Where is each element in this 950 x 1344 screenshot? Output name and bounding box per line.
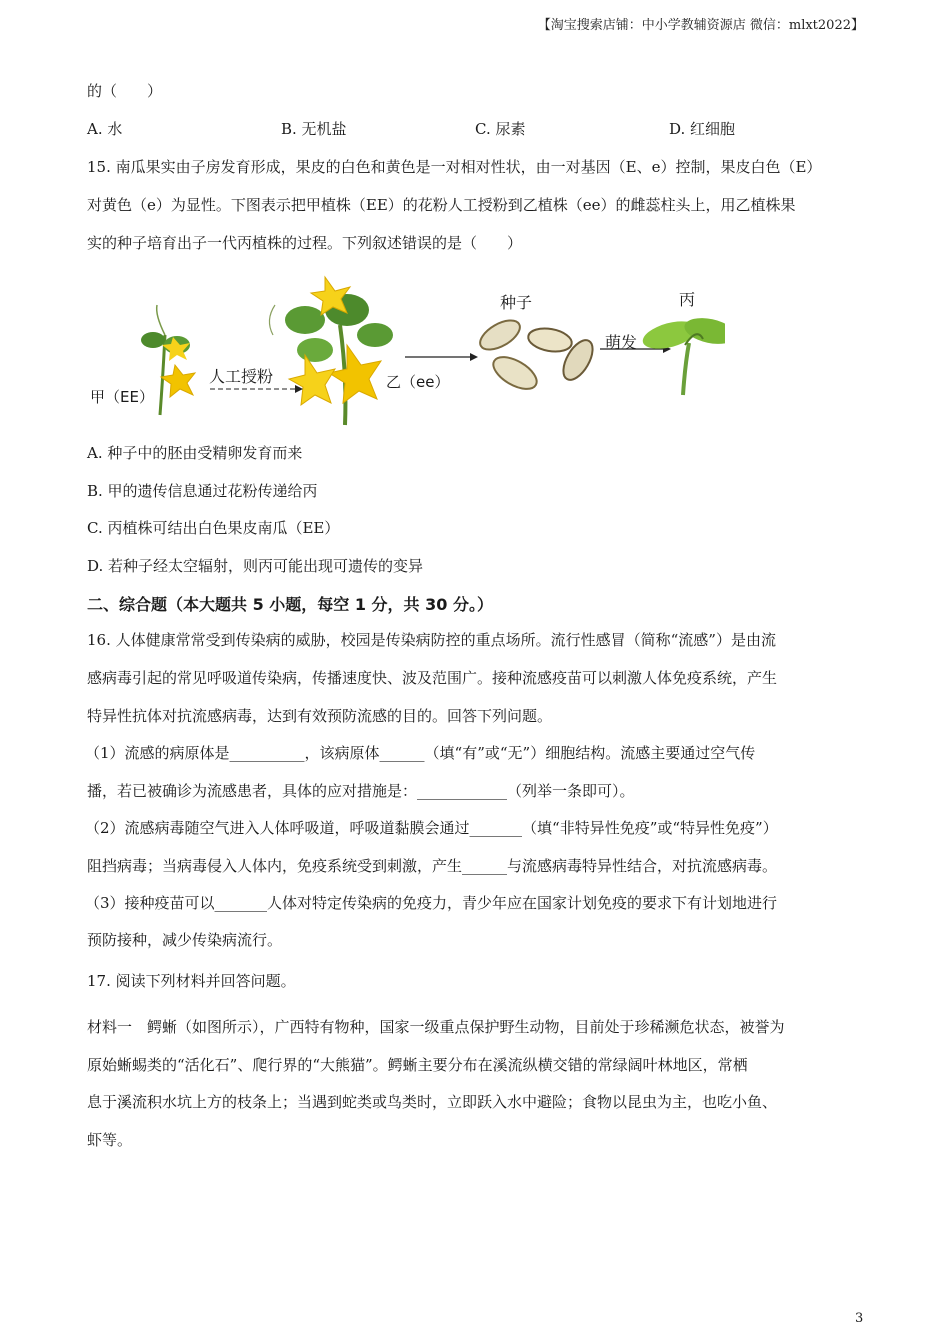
- q16-line-6: （2）流感病毒随空气进入人体呼吸道，呼吸道黏膜会通过_______（填“非特异性免疫”或“特异性免疫”）: [85, 819, 778, 837]
- q16-line-3: 特异性抗体对抗流感病毒，达到有效预防流感的目的。回答下列问题。: [87, 707, 553, 725]
- q15-option-c: C. 丙植株可结出白色果皮南瓜（EE）: [87, 519, 340, 537]
- q15-stem-line-1: 15. 南瓜果实由子房发育形成，果皮的白色和黄色是一对相对性状，由一对基因（E、e）控制，果皮白色（E）: [87, 158, 822, 176]
- q15-stem-line-2: 对黄色（e）为显性。下图表示把甲植株（EE）的花粉人工授粉到乙植株（ee）的雌蕊柱头上，用乙植株果: [87, 196, 796, 214]
- q15-option-b: B. 甲的遗传信息通过花粉传递给丙: [87, 482, 318, 500]
- figure-label-yi: 乙（ee）: [386, 373, 450, 391]
- q16-line-7: 阻挡病毒；当病毒侵入人体内，免疫系统受到刺激，产生______与流感病毒特异性结合，对抗流感病毒。: [87, 857, 778, 875]
- q16-line-9: 预防接种，减少传染病流行。: [87, 931, 283, 949]
- q15-option-d: D. 若种子经太空辐射，则丙可能出现可遗传的变异: [87, 557, 424, 575]
- q17-line-1: 材料一 鳄蜥（如图所示），广西特有物种，国家一级重点保护野生动物，目前处于珍稀濒危状态，被誉为: [87, 1018, 785, 1036]
- q16-line-4: （1）流感的病原体是__________，该病原体______（填“有”或“无”）细胞结构。流感主要通过空气传: [85, 744, 756, 762]
- q16-line-1: 16. 人体健康常常受到传染病的威胁，校园是传染病防控的重点场所。流行性感冒（简称“流感”）是由流: [87, 631, 776, 649]
- q15-stem-line-3: 实的种子培育出子一代丙植株的过程。下列叙述错误的是（ ）: [87, 234, 523, 252]
- q17-line-2: 原始蜥蜴类的“活化石”、爬行界的“大熊猫”。鳄蜥主要分布在溪流纵横交错的常绿阔叶林地区，常栖: [87, 1056, 748, 1074]
- pumpkin-pollination-figure: [85, 265, 725, 430]
- q14-option-a: A. 水: [87, 120, 123, 138]
- figure-label-germinate: 萌发: [605, 333, 638, 352]
- page-number: 3: [855, 1311, 864, 1326]
- q14-stem-tail: 的（ ）: [87, 82, 163, 100]
- q16-line-5: 播，若已被确诊为流感患者，具体的应对措施是：____________（列举一条即可）。: [87, 782, 635, 800]
- q16-line-2: 感病毒引起的常见呼吸道传染病，传播速度快、波及范围广。接种流感疫苗可以刺激人体免疫系统，产生: [87, 669, 778, 687]
- figure-label-pollination: 人工授粉: [209, 367, 274, 386]
- page-header: 【淘宝搜索店铺：中小学教辅资源店 微信：mlxt2022】: [537, 18, 864, 33]
- q14-option-d: D. 红细胞: [669, 120, 736, 138]
- figure-label-seed: 种子: [500, 293, 533, 312]
- q14-option-c: C. 尿素: [475, 120, 526, 138]
- seedling-bing-image: [640, 314, 725, 395]
- figure-label-jia: 甲（EE）: [90, 388, 154, 406]
- plant-yi-image: [269, 277, 393, 425]
- section-2-heading: 二、综合题（本大题共 5 小题，每空 1 分，共 30 分。）: [87, 595, 493, 614]
- seeds-image: [475, 314, 598, 395]
- q15-option-a: A. 种子中的胚由受精卵发育而来: [87, 444, 303, 462]
- q17-line-3: 息于溪流积水坑上方的枝条上；当遇到蛇类或鸟类时，立即跃入水中避险；食物以昆虫为主，也吃小鱼、: [87, 1093, 778, 1111]
- q17-line-4: 虾等。: [87, 1131, 133, 1149]
- q14-option-b: B. 无机盐: [281, 120, 347, 138]
- q16-line-8: （3）接种疫苗可以_______人体对特定传染病的免疫力，青少年应在国家计划免疫的要求下有计划地进行: [85, 894, 778, 912]
- q17-title: 17. 阅读下列材料并回答问题。: [87, 972, 296, 990]
- figure-label-bing: 丙: [679, 290, 696, 309]
